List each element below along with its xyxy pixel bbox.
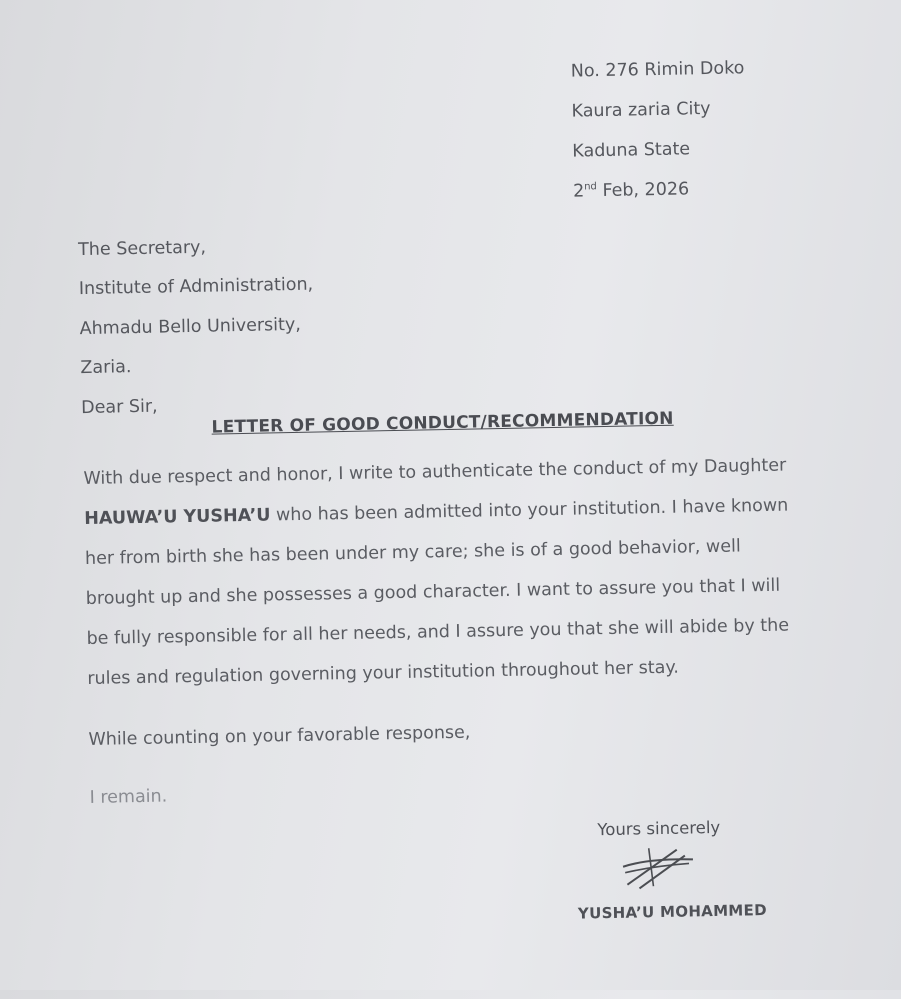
recipient-line-3: Ahmadu Bello University,: [79, 314, 302, 340]
address-line-1: No. 276 Rimin Doko: [570, 58, 745, 82]
body-line-6: rules and regulation governing your institution throughout her stay.: [87, 657, 679, 689]
salutation: Dear Sir,: [80, 396, 158, 419]
body-line-4: brought up and she possesses a good character. I want to assure you that I will: [85, 575, 781, 610]
date-rest: Feb, 2026: [596, 179, 690, 202]
address-line-3: Kaduna State: [572, 139, 691, 162]
recipient-line-4: Zaria.: [80, 357, 132, 379]
sender-address: [0, 0, 891, 202]
body-line-2-rest: who has been admitted into your institution. I have known: [270, 495, 789, 526]
body-line-3: her from birth she has been under my care; she is of a good behavior, well: [84, 536, 741, 570]
letter-date: [573, 179, 689, 201]
recipient-line-1: The Secretary,: [77, 237, 207, 261]
closing-line: While counting on your favorable response,: [88, 722, 471, 750]
signatory-name: YUSHA’U MOHAMMED: [577, 900, 768, 923]
date-day: 2: [572, 181, 585, 202]
body-line-2: [84, 496, 788, 530]
student-name: HAUWA’U YUSHA’U: [84, 505, 271, 530]
signature-mark: [619, 843, 700, 893]
recipient-line-2: Institute of Administration,: [78, 274, 314, 300]
date-suffix: nd: [584, 181, 597, 193]
address-line-2: Kaura zaria City: [571, 98, 711, 122]
body-line-1: With due respect and honor, I write to authenticate the conduct of my Daughter: [83, 455, 787, 490]
letter-subject: LETTER OF GOOD CONDUCT/RECOMMENDATION: [211, 408, 674, 438]
sign-off: Yours sincerely: [597, 817, 721, 840]
i-remain: I remain.: [89, 786, 168, 808]
body-line-5: be fully responsible for all her needs, and I assure you that she will abide by the: [86, 615, 790, 650]
